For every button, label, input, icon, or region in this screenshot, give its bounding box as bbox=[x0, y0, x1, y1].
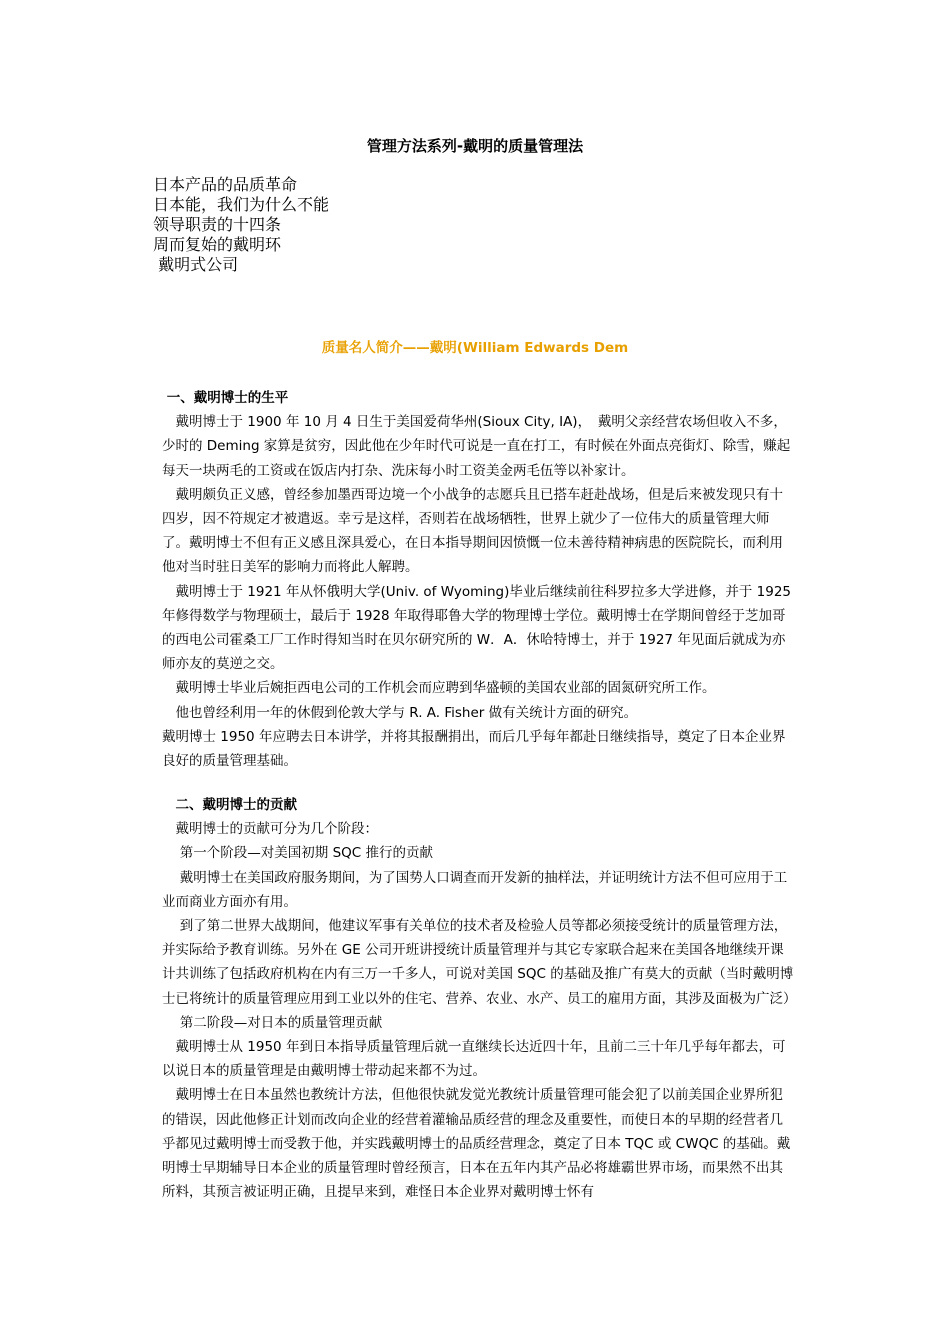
paragraph: 戴明博士从 1950 年到日本指导质量管理后就一直继续长达近四十年，且前二三十年几乎每年都去，可以说日本的质量管理是由戴明博士带动起来都不为过。 bbox=[162, 1039, 786, 1080]
paragraph: 戴明博士于 1900 年 10 月 4 日生于美国爱荷华州(Sioux City, IA)， 戴明父亲经营农场但收入不多，少时的 Deming 家算是贫穷，因此他在少年时代可说是一直在打工，有时候在外面点亮街灯、除雪，赚起每天一块两毛的工资或在饭店内打杂、洗床每小时工资美金两毛伍等以补家计。 bbox=[162, 414, 791, 479]
toc-item: 领导职责的十四条 bbox=[153, 215, 282, 234]
paragraph: 戴明博士在美国政府服务期间，为了国势人口调查而开发新的抽样法，并证明统计方法不但可应用于工业而商业方面亦有用。 bbox=[162, 869, 788, 910]
paragraph: 戴明博士于 1921 年从怀俄明大学(Univ. of Wyoming)毕业后继续前往科罗拉多大学进修，并于 1925 年修得数学与物理硕士，最后于 1928 年取得耶鲁大学的物理博士学位。戴明博士在学期间曾经于芝加哥的西电公司霍桑工厂工作时得知当时在贝尔研究所的 W．A．休哈特博士，并于 1927 年见面后就成为亦师亦友的莫逆之交。 bbox=[162, 583, 792, 673]
section-1 bbox=[162, 386, 794, 773]
section-subtitle: 质量名人简介——戴明(William Edwards Dem bbox=[321, 340, 629, 356]
paragraph: 戴明博士的贡献可分为几个阶段： bbox=[162, 821, 378, 838]
section-heading: 一、戴明博士的生平 bbox=[162, 390, 289, 406]
toc-item: 日本能，我们为什么不能 bbox=[153, 195, 330, 214]
section-2 bbox=[162, 793, 797, 1204]
paragraph: 他也曾经利用一年的休假到伦敦大学与 R. A. Fisher 做有关统计方面的研究。 bbox=[162, 704, 638, 721]
paragraph: 戴明颇负正义感，曾经参加墨西哥边境一个小战争的志愿兵且已搭车赶赴战场，但是后来被发现只有十四岁，因不符规定才被遣返。幸亏是这样，否则若在战场牺牲，世界上就少了一位伟大的质量管理大师了。戴明博士不但有正义感且深具爱心，在日本指导期间因愤慨一位未善待精神病患的医院院长，而利用他对当时驻日美军的影响力而将此人解聘。 bbox=[162, 486, 783, 576]
paragraph: 戴明博士 1950 年应聘去日本讲学，并将其报酬捐出，而后几乎每年都赴日继续指导，奠定了日本企业界良好的质量管理基础。 bbox=[162, 728, 786, 770]
paragraph: 戴明博士在日本虽然也教统计方法，但他很快就发觉光教统计质量管理可能会犯了以前美国企业界所犯的错误，因此他修正计划而改向企业的经营着灌输品质经营的理念及重要性，而使日本的早期的经营者几乎都见过戴明博士而受教于他，并实践戴明博士的品质经营理念，奠定了日本 TQC 或 CWQC 的基础。戴明博士早期辅导日本企业的质量管理时曾经预言，日本在五年内其产品必将雄霸世界市场，而果然不出其所料，其预言被证明正确，且提早来到，难怪日本企业界对戴明博士怀有 bbox=[162, 1087, 791, 1201]
page-title: 管理方法系列-戴明的质量管理法 bbox=[366, 137, 584, 155]
toc-item: 戴明式公司 bbox=[153, 255, 239, 274]
section-heading: 二、戴明博士的贡献 bbox=[162, 797, 297, 813]
toc-item: 周而复始的戴明环 bbox=[153, 235, 282, 254]
paragraph: 戴明博士毕业后婉拒西电公司的工作机会而应聘到华盛顿的美国农业部的固氮研究所工作。 bbox=[162, 680, 716, 697]
paragraph: 第二阶段—对日本的质量管理贡献 bbox=[162, 1014, 383, 1031]
toc-list bbox=[153, 175, 329, 275]
paragraph: 到了第二世界大战期间，他建议军事有关单位的技术者及检验人员等都必须接受统计的质量管理方法，并实际给予教育训练。另外在 GE 公司开班讲授统计质量管理并与其它专家联合起来在美国各地继续开课计共训练了包括政府机构在内有三万一千多人，可说对美国 SQC 的基础及推广有莫大的贡献（当时戴明博士已将统计的质量管理应用到工业以外的住宅、营养、农业、水产、员工的雇用方面，其涉及面极为广泛） bbox=[162, 918, 797, 1007]
paragraph: 第一个阶段—对美国初期 SQC 推行的贡献 bbox=[162, 845, 433, 862]
toc-item: 日本产品的品质革命 bbox=[153, 175, 298, 194]
